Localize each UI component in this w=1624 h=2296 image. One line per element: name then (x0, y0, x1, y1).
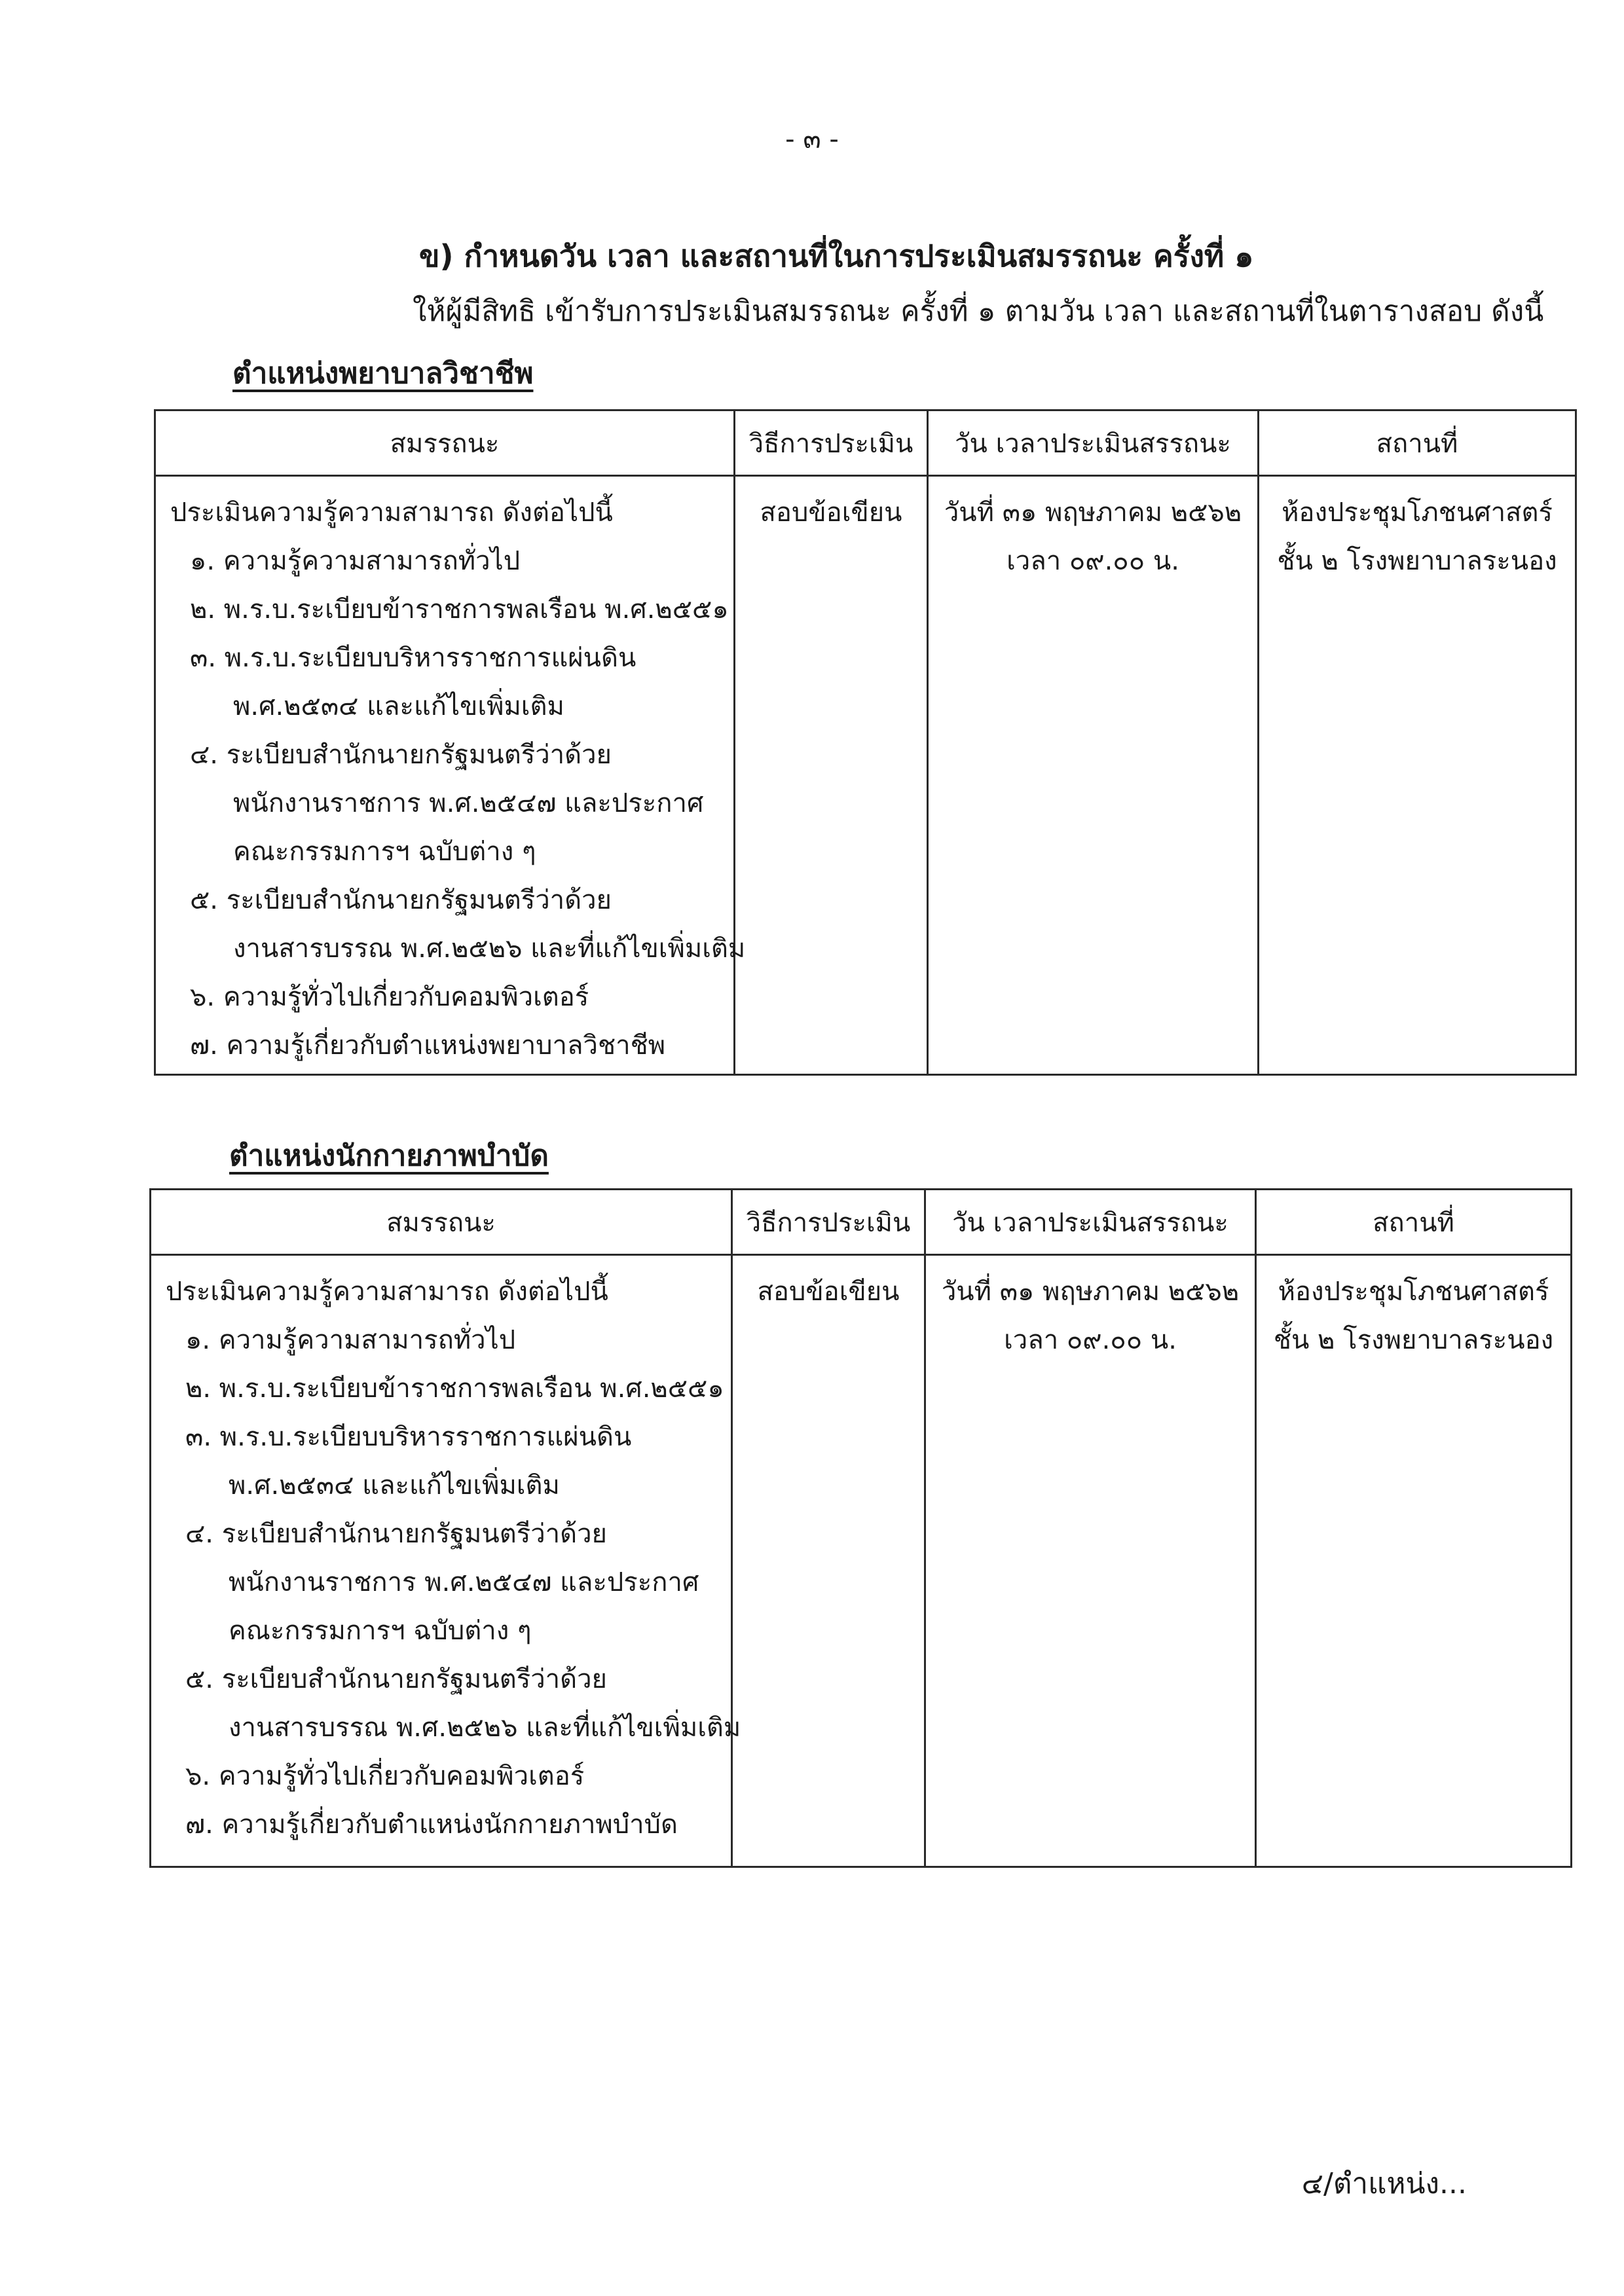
competency-item: ๗. ความรู้เกี่ยวกับตำแหน่งนักกายภาพบำบัด (185, 1810, 678, 1840)
competency-item-continued: งานสารบรรณ พ.ศ.๒๕๒๖ และที่แก้ไขเพิ่มเติม (229, 1713, 741, 1743)
exam-date: วันที่ ๓๑ พฤษภาคม ๒๕๖๒ (944, 498, 1242, 528)
competency-item: ๓. พ.ร.บ.ระเบียบบริหารราชการแผ่นดิน (190, 643, 637, 673)
competency-item-continued: งานสารบรรณ พ.ศ.๒๕๒๖ และที่แก้ไขเพิ่มเติม (233, 934, 746, 964)
table-header-row (155, 410, 1576, 476)
place-cell (1256, 1255, 1572, 1867)
place-cell (1259, 476, 1576, 1075)
section-heading: ข) กำหนดวัน เวลา และสถานที่ในการประเมินสมรรถนะ ครั้งที่ ๑ (419, 238, 1254, 274)
header-datetime: วัน เวลาประเมินสรรถนะ (925, 1190, 1256, 1255)
exam-date: วันที่ ๓๑ พฤษภาคม ๒๕๖๒ (941, 1277, 1240, 1307)
header-competency: สมรรถนะ (151, 1190, 732, 1255)
competency-item: ๖. ความรู้ทั่วไปเกี่ยวกับคอมพิวเตอร์ (185, 1761, 585, 1791)
section-title-nurse: ตำแหน่งพยาบาลวิชาชีพ (232, 357, 534, 390)
section-title-physio: ตำแหน่งนักกายภาพบำบัด (229, 1139, 549, 1173)
place-room: ห้องประชุมโภชนศาสตร์ (1278, 1277, 1549, 1307)
method-cell (735, 476, 928, 1075)
method-text: สอบข้อเขียน (757, 1277, 900, 1307)
competency-item: ๒. พ.ร.บ.ระเบียบข้าราชการพลเรือน พ.ศ.๒๕๕๑ (190, 594, 729, 625)
competency-item-continued: พ.ศ.๒๕๓๔ และแก้ไขเพิ่มเติม (229, 1470, 560, 1501)
datetime-cell (925, 1255, 1256, 1867)
competency-item: ๔. ระเบียบสำนักนายกรัฐมนตรีว่าด้วย (190, 740, 612, 770)
competency-item: ๑. ความรู้ความสามารถทั่วไป (185, 1325, 516, 1355)
competency-item: ๔. ระเบียบสำนักนายกรัฐมนตรีว่าด้วย (185, 1519, 607, 1549)
method-text: สอบข้อเขียน (760, 498, 902, 528)
datetime-cell (928, 476, 1259, 1075)
method-cell (732, 1255, 925, 1867)
table-row (151, 1255, 1572, 1867)
header-method: วิธีการประเมิน (732, 1190, 925, 1255)
table-row (155, 476, 1576, 1075)
competency-lead: ประเมินความรู้ความสามารถ ดังต่อไปนี้ (170, 498, 613, 528)
exam-time: เวลา ๐๙.๐๐ น. (1004, 1325, 1177, 1355)
place-building: ชั้น ๒ โรงพยาบาลระนอง (1273, 1325, 1554, 1355)
competency-item-continued: คณะกรรมการฯ ฉบับต่าง ๆ (229, 1616, 532, 1646)
header-competency: สมรรถนะ (155, 410, 735, 476)
exam-table-nurse (154, 409, 1577, 1076)
header-place: สถานที่ (1256, 1190, 1572, 1255)
competency-cell (155, 476, 746, 1075)
header-place: สถานที่ (1259, 410, 1576, 476)
competency-item: ๕. ระเบียบสำนักนายกรัฐมนตรีว่าด้วย (185, 1664, 607, 1694)
competency-item: ๕. ระเบียบสำนักนายกรัฐมนตรีว่าด้วย (190, 885, 612, 915)
intro-text: ให้ผู้มีสิทธิ เข้ารับการประเมินสมรรถนะ ครั้งที่ ๑ ตามวัน เวลา และสถานที่ในตารางสอบ ดังนี้ (413, 295, 1544, 328)
competency-cell (151, 1255, 741, 1867)
header-method: วิธีการประเมิน (735, 410, 928, 476)
competency-item-continued: พนักงานราชการ พ.ศ.๒๕๔๗ และประกาศ (229, 1567, 699, 1597)
competency-item: ๑. ความรู้ความสามารถทั่วไป (190, 546, 521, 576)
competency-item-continued: พนักงานราชการ พ.ศ.๒๕๔๗ และประกาศ (233, 788, 704, 818)
page-number: - ๓ - (785, 124, 839, 155)
continuation-footer: ๔/ตำแหน่ง... (1301, 2167, 1467, 2200)
competency-item-continued: พ.ศ.๒๕๓๔ และแก้ไขเพิ่มเติม (233, 691, 564, 721)
competency-item: ๒. พ.ร.บ.ระเบียบข้าราชการพลเรือน พ.ศ.๒๕๕๑ (185, 1374, 724, 1404)
exam-time: เวลา ๐๙.๐๐ น. (1006, 546, 1179, 576)
exam-table-physio (149, 1188, 1572, 1868)
header-datetime: วัน เวลาประเมินสรรถนะ (928, 410, 1259, 476)
competency-item: ๓. พ.ร.บ.ระเบียบบริหารราชการแผ่นดิน (185, 1422, 632, 1452)
competency-lead: ประเมินความรู้ความสามารถ ดังต่อไปนี้ (166, 1277, 608, 1307)
competency-item: ๖. ความรู้ทั่วไปเกี่ยวกับคอมพิวเตอร์ (190, 982, 589, 1012)
place-room: ห้องประชุมโภชนศาสตร์ (1282, 498, 1553, 528)
table-header-row (151, 1190, 1572, 1255)
competency-item-continued: คณะกรรมการฯ ฉบับต่าง ๆ (233, 837, 536, 867)
place-building: ชั้น ๒ โรงพยาบาลระนอง (1277, 546, 1557, 576)
competency-item: ๗. ความรู้เกี่ยวกับตำแหน่งพยาบาลวิชาชีพ (190, 1030, 666, 1061)
